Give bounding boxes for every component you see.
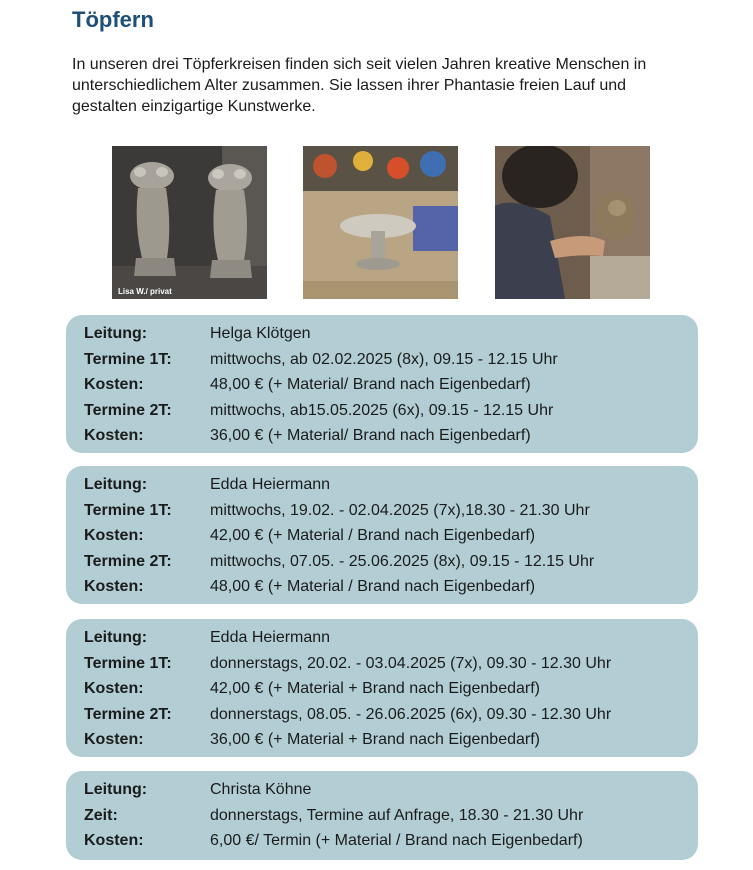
- row-label: Termine 1T:: [84, 350, 172, 368]
- course-box-1: [66, 315, 698, 453]
- row-value: 36,00 € (+ Material + Brand nach Eigenbedarf): [210, 731, 540, 748]
- course-row: [84, 321, 698, 347]
- row-label: Kosten:: [84, 680, 144, 697]
- row-value: Christa Köhne: [210, 781, 312, 798]
- row-value: 48,00 € (+ Material / Brand nach Eigenbedarf): [210, 578, 536, 595]
- course-row: [84, 472, 698, 498]
- row-label: Kosten:: [84, 731, 144, 748]
- course-row: [84, 777, 698, 803]
- row-label: Leitung:: [84, 325, 148, 342]
- intro-paragraph: In unseren drei Töpferkreisen finden sich seit vielen Jahren kreative Menschen in unterschiedlichem Alter zusammen. Sie lassen ihrer Phantasie freien Lauf und gestalten einzigartige Kunstwerke.: [72, 56, 647, 115]
- course-row: [84, 625, 698, 651]
- course-row: [84, 676, 698, 702]
- row-label: Kosten:: [84, 427, 144, 444]
- row-value: donnerstags, 08.05. - 26.06.2025 (6x), 09.30 - 12.30 Uhr: [210, 705, 612, 723]
- row-label: Leitung:: [84, 781, 148, 798]
- course-box-3: [66, 619, 698, 757]
- row-value: Edda Heiermann: [210, 476, 331, 493]
- course-row: [84, 651, 698, 677]
- course-row: [84, 702, 698, 728]
- row-value: donnerstags, Termine auf Anfrage, 18.30 - 21.30 Uhr: [210, 806, 584, 824]
- course-row: [84, 727, 698, 753]
- course-box-2: [66, 466, 698, 604]
- photo-person-shaping-clay: [495, 146, 650, 299]
- row-label: Termine 1T:: [84, 654, 172, 672]
- row-value: Edda Heiermann: [210, 629, 331, 646]
- photo-clay-figures: [112, 146, 267, 299]
- page-title: Töpfern: [72, 7, 154, 32]
- course-row: [84, 574, 698, 600]
- row-label: Termine 2T:: [84, 705, 172, 723]
- course-row: [84, 347, 698, 373]
- row-label: Termine 1T:: [84, 501, 172, 519]
- row-label: Leitung:: [84, 629, 148, 646]
- course-row: [84, 549, 698, 575]
- row-label: Leitung:: [84, 476, 148, 493]
- row-value: 6,00 €/ Termin (+ Material / Brand nach Eigenbedarf): [210, 832, 583, 849]
- row-label: Zeit:: [84, 806, 118, 824]
- row-value: 36,00 € (+ Material/ Brand nach Eigenbedarf): [210, 427, 531, 444]
- course-row: [84, 498, 698, 524]
- photo-credit: Lisa W./ privat: [118, 287, 172, 296]
- row-label: Kosten:: [84, 527, 144, 544]
- row-value: 42,00 € (+ Material / Brand nach Eigenbedarf): [210, 527, 536, 544]
- course-row: [84, 398, 698, 424]
- row-value: donnerstags, 20.02. - 03.04.2025 (7x), 09.30 - 12.30 Uhr: [210, 654, 612, 672]
- row-value: mittwochs, 07.05. - 25.06.2025 (8x), 09.15 - 12.15 Uhr: [210, 552, 595, 570]
- row-value: Helga Klötgen: [210, 325, 311, 342]
- row-label: Kosten:: [84, 832, 144, 849]
- row-label: Termine 2T:: [84, 552, 172, 570]
- course-box-4: [66, 771, 698, 860]
- course-row: [84, 803, 698, 829]
- row-value: mittwochs, ab15.05.2025 (6x), 09.15 - 12.15 Uhr: [210, 401, 554, 419]
- row-value: mittwochs, 19.02. - 02.04.2025 (7x),18.30 - 21.30 Uhr: [210, 501, 590, 519]
- row-label: Termine 2T:: [84, 401, 172, 419]
- course-row: [84, 523, 698, 549]
- course-row: [84, 372, 698, 398]
- row-label: Kosten:: [84, 578, 144, 595]
- course-row: [84, 828, 698, 854]
- row-label: Kosten:: [84, 376, 144, 393]
- row-value: 42,00 € (+ Material + Brand nach Eigenbedarf): [210, 680, 540, 697]
- course-row: [84, 423, 698, 449]
- row-value: 48,00 € (+ Material/ Brand nach Eigenbedarf): [210, 376, 531, 393]
- photo-pottery-workshop: [303, 146, 458, 299]
- row-value: mittwochs, ab 02.02.2025 (8x), 09.15 - 12.15 Uhr: [210, 350, 558, 368]
